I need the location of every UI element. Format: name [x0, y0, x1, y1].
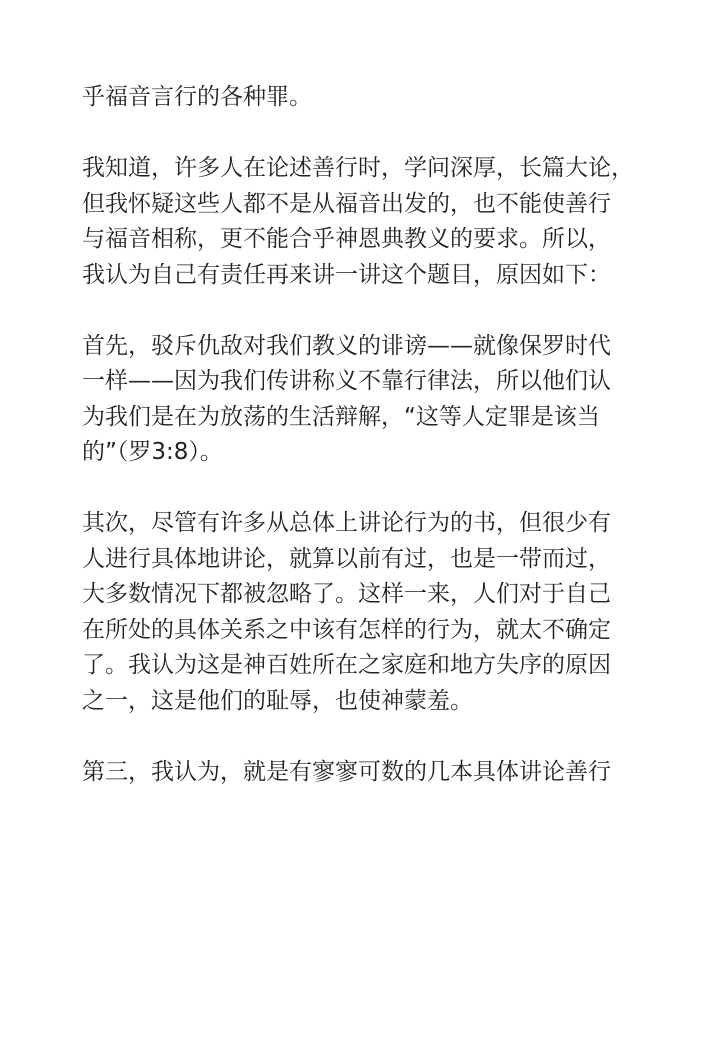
text-line: 之一，这是他们的耻辱，也使神蒙羞。: [82, 687, 473, 714]
paragraph-1: [82, 80, 642, 116]
document-page: [82, 80, 642, 790]
text-line: 了。我认为这是神百姓所在之家庭和地方失序的原因: [82, 652, 611, 678]
paragraph-spacer: [82, 719, 642, 755]
text-line: 乎福音言行的各种罪。: [82, 84, 312, 110]
text-line: 第三，我认为，就是有寥寥可数的几本具体讲论善行: [82, 758, 611, 785]
text-line: 与福音相称，更不能合乎神恩典教义的要求。所以，: [82, 226, 611, 252]
text-line: 大多数情况下都被忽略了。这样一来，人们对于自己: [82, 581, 611, 607]
paragraph-5: [82, 755, 642, 791]
paragraph-4: [82, 506, 642, 719]
paragraph-spacer: [82, 471, 642, 507]
text-line: 但我怀疑这些人都不是从福音出发的，也不能使善行: [82, 190, 611, 217]
text-line: 为我们是在为放荡的生活辩解，“这等人定罪是该当: [82, 403, 600, 430]
paragraph-3: [82, 329, 642, 471]
text-line: 人进行具体地讲论，就算以前有过，也是一带而过，: [82, 545, 611, 572]
paragraph-spacer: [82, 293, 642, 329]
text-line: 一样——因为我们传讲称义不靠行律法，所以他们认: [82, 368, 611, 394]
text-line: 首先，驳斥仇敌对我们教义的诽谤——就像保罗时代: [82, 332, 611, 359]
text-line: 的”（罗3:8）。: [82, 439, 223, 465]
text-line: 其次，尽管有许多从总体上讲论行为的书，但很少有: [82, 510, 611, 536]
text-line: 我认为自己有责任再来讲一讲这个题目，原因如下：: [82, 261, 611, 288]
paragraph-spacer: [82, 116, 642, 152]
text-line: 我知道，许多人在论述善行时，学问深厚，长篇大论，: [82, 155, 634, 181]
paragraph-2: [82, 151, 642, 293]
text-line: 在所处的具体关系之中该有怎样的行为，就太不确定: [82, 616, 611, 643]
